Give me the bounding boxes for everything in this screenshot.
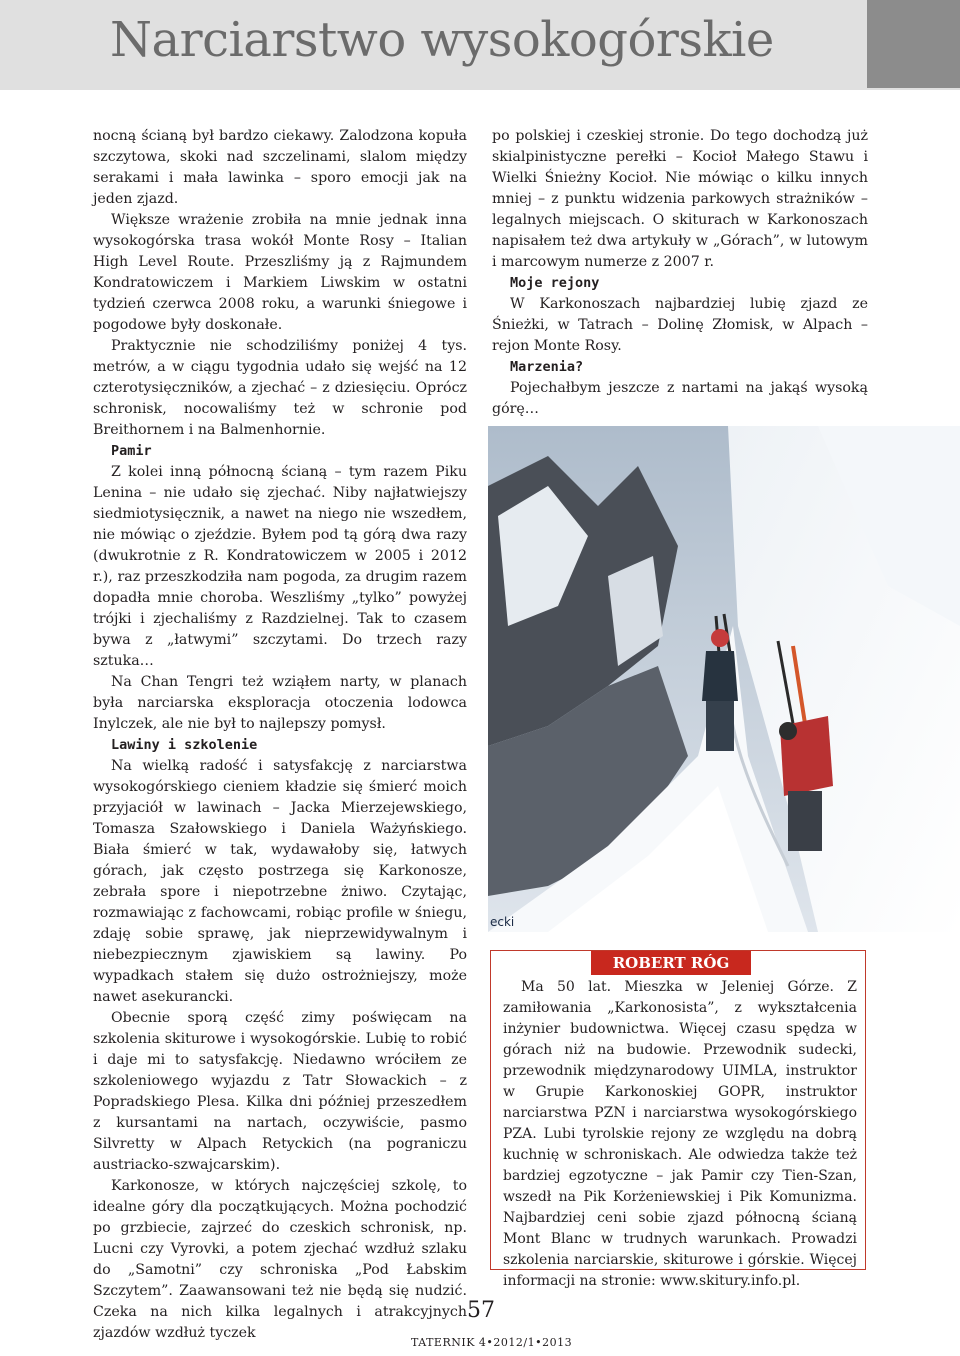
journal-footer: TATERNIK 4•2012/1•2013	[411, 1336, 573, 1349]
paragraph: Większe wrażenie zrobiła na mnie jednak inna wysokogórska trasa wokół Monte Rosy – Italian High Level Route. Przeszliśmy ją z Rajmundem Kondratowiczem i Markiem Liwskim w ostatni tydzień czerwca 2008 roku, a warunki śniegowe i pogodowe były doskonałe.	[93, 212, 467, 333]
paragraph: Z kolei inną północną ścianą – tym razem Piku Lenina – nie udało się zjechać. Niby najłatwiejszy siedmiotysięcznik, a nawet na niego nie wszedłem, nie mówiąc o zjeździe. Byłem pod tą górą dwa razy (dwukrotnie z R. Kondratowiczem w 2005 i 2012 r.), raz przeszkodziła nam pogoda, za drugim razem dopadła mnie choroba. Weszliśmy „tylko” powyżej trójki i zjechaliśmy z Razdzielnej. Tak to czasem bywa z „łatwymi” szczytami. Do trzech razy sztuka…	[93, 464, 467, 669]
section-heading-pamir: Pamir	[111, 443, 152, 459]
paragraph: Praktycznie nie schodziliśmy poniżej 4 tys. metrów, a w ciągu tygodnia udało się wejść na 12 czterotysięczników, a zjechać – z dziesięciu. Oprócz schronisk, nocowaliśmy też w schronie pod Breithornem i na Balmenhornie.	[93, 338, 467, 438]
header-corner-block	[867, 0, 960, 88]
section-heading-rejony: Moje rejony	[510, 275, 600, 291]
page-title: Narciarstwo wysokogórskie	[110, 12, 774, 68]
paragraph: Pojechałbym jeszcze z nartami na jakąś wysoką górę…	[492, 380, 868, 417]
author-bio-box	[490, 950, 866, 1289]
bio-title: ROBERT RÓG	[591, 951, 751, 975]
paragraph: nocną ścianą był bardzo ciekawy. Zalodzona kopuła szczytowa, skoki nad szczelinami, slalom między serakami i mała lawinka – sporo emocji jak na jeden zjazd.	[93, 128, 467, 207]
paragraph: Na wielką radość i satysfakcję z narciarstwa wysokogórskiego cieniem kładzie się śmierć moich przyjaciół w lawinach – Jacka Mierzejewskiego, Tomasza Szałowskiego i Daniela Ważyńskiego. Biała śmierć w tak, wydawałoby się, łatwych górach, jak często postrzega się Karkonosze, zebrała spore i niepotrzebne żniwo. Czytając, rozmawiając z fachowcami, robiąc profile w śniegu, zdaję sobie sprawę, jak nieprzewidywalnym i niebezpiecznym zjawiskiem są lawiny. Po wypadkach stałem się dużo ostrożniejszy, może nawet asekurancki.	[93, 758, 467, 1005]
right-column	[492, 126, 868, 420]
bio-text: Ma 50 lat. Mieszka w Jeleniej Górze. Z zamiłowania „Karkonosista”, z wykształcenia inżynier budownictwa. Więcej czasu spędza w górach niż na budowie. Przewodnik sudecki, przewodnik międzynarodowy UIMLA, instruktor w Grupie Karkonoskiej GOPR, instruktor narciarstwa PZN i narciarstwa wysokogórskiego PZA. Lubi tyrolskie rejony ze względu na dobrą kuchnię w schroniskach. Ale odwiedza także też bardziej egzotyczne – jak Pamir czy Tien-Szan, wszedł na Pik Korżeniewskiej i Pik Komunizma. Najbardziej ceni sobie zjazd północną ścianą Mont Blanc w trudnych warunkach. Prowadzi szkolenia narciarskie, skiturowe i górskie. Więcej informacji na stronie: www.skitury.info.pl.	[503, 979, 857, 1289]
section-heading-marzenia: Marzenia?	[510, 359, 584, 375]
paragraph: Karkonosze, w których najczęściej szkolę, to idealne góry dla początkujących. Można pochodzić po grzbiecie, zajrzeć do czeskich schronisk, np. Lucni czy Vyrovki, a potem zjechać wzdłuż szlaku do „Samotni” czy schroniska „Pod Łabskim Szczytem”. Zaawansowani też nie będą się nudzić. Czeka na nich kilka legalnych i atrakcyjnych zjazdów wzdłuż tyczek	[93, 1178, 467, 1341]
paragraph: po polskiej i czeskiej stronie. Do tego dochodzą już skialpinistyczne perełki – Kocioł Małego Stawu i Wielki Śnieżny Kocioł. Nie mówiąc o kilku innych mniej – z punktu widzenia parkowych strażników – legalnych miejscach. O skiturach w Karkonoszach napisałem też dwa artykuły w „Górach”, w lutowym i marcowym numerze z 2007 r.	[492, 128, 868, 270]
photo-illustration	[488, 426, 960, 932]
paragraph: Na Chan Tengri też wziąłem narty, w planach była narciarska eksploracja otoczenia lodowca Inylczek, ale nie był to najlepszy pomysł.	[93, 674, 467, 732]
photo-credit: ecki	[490, 915, 515, 929]
left-column	[93, 126, 467, 1344]
paragraph: Obecnie sporą część zimy poświęcam na szkolenia skiturowe i wysokogórskie. Lubię to robić i daje mi to satysfakcję. Niedawno wróciłem ze szkoleniowego wyjazdu z Tatr Słowackich – z Popradskiego Plesa. Kilka dni później przeszedłem z kursantami na nartach, oczywiście, pasmo Silvretty w Alpach Retyckich (na pograniczu austriacko-szwajcarskim).	[93, 1010, 467, 1173]
ski-ridge-photo	[488, 426, 960, 932]
paragraph: W Karkonoszach najbardziej lubię zjazd ze Śnieżki, w Tatrach – Dolinę Złomisk, w Alpach – rejon Monte Rosy.	[492, 296, 868, 354]
section-heading-lawiny: Lawiny i szkolenie	[111, 737, 258, 753]
page-number: 57	[467, 1298, 495, 1323]
